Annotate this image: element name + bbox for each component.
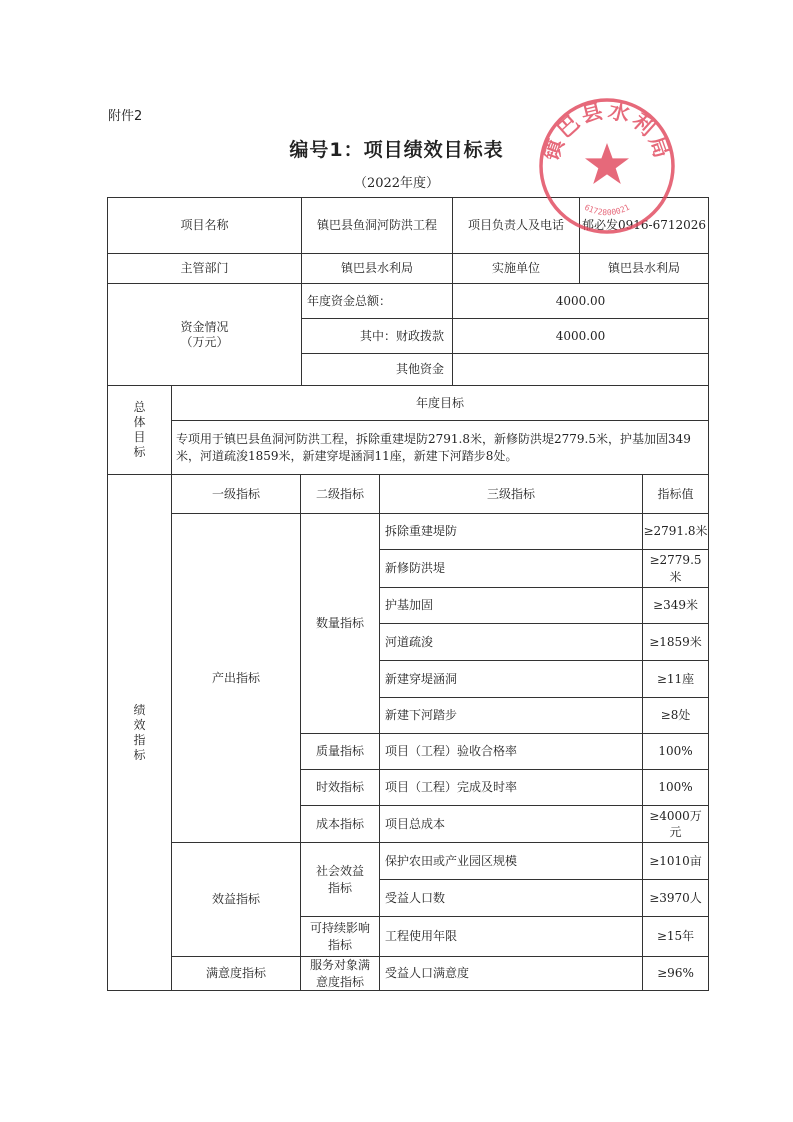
table-row-level3: 保护农田或产业园区规模 bbox=[379, 842, 643, 880]
overall-side-char: 体 bbox=[133, 415, 146, 429]
funds-total-value: 4000.00 bbox=[452, 283, 709, 319]
indicators-side-char: 标 bbox=[133, 747, 146, 762]
table-row-value: ≥2791.8米 bbox=[642, 513, 709, 550]
table-row-value: ≥8处 bbox=[642, 697, 709, 734]
col-level1: 一级指标 bbox=[171, 474, 301, 514]
table-row-level3: 项目（工程）验收合格率 bbox=[379, 733, 643, 770]
table-row-level3: 新修防洪堤 bbox=[379, 549, 643, 588]
official-seal bbox=[536, 95, 678, 237]
table-row-level3: 项目总成本 bbox=[379, 805, 643, 843]
indicators-side-char: 指 bbox=[133, 732, 146, 747]
attachment-label: 附件2 bbox=[108, 109, 143, 124]
funds-fiscal-value: 4000.00 bbox=[452, 318, 709, 354]
project-name-value: 镇巴县鱼洞河防洪工程 bbox=[301, 197, 453, 254]
table-row-level3: 新建穿堤涵洞 bbox=[379, 660, 643, 698]
project-name-label: 项目名称 bbox=[107, 197, 302, 254]
col-level2: 二级指标 bbox=[300, 474, 380, 514]
table-row-level3: 受益人口满意度 bbox=[379, 956, 643, 991]
seal-text: 镇巴县水利局 bbox=[537, 97, 677, 164]
table-row-value: ≥96% bbox=[642, 956, 709, 991]
page-title: 编号1：项目绩效目标表 bbox=[289, 139, 504, 161]
level2-service: 服务对象满意度指标 bbox=[300, 956, 380, 991]
level2-timeliness: 时效指标 bbox=[300, 769, 380, 806]
table-row-level3: 项目（工程）完成及时率 bbox=[379, 769, 643, 806]
owner-value: 郁必发0916-6712026 bbox=[579, 197, 709, 254]
table-row-value: 100% bbox=[642, 769, 709, 806]
indicators-side-char: 绩 bbox=[133, 702, 146, 717]
col-level3: 三级指标 bbox=[379, 474, 643, 514]
level1-output: 产出指标 bbox=[171, 513, 301, 843]
table-row-level3: 河道疏浚 bbox=[379, 623, 643, 661]
dept-label: 主管部门 bbox=[107, 253, 302, 284]
table-row-level3: 受益人口数 bbox=[379, 879, 643, 917]
level2-cost: 成本指标 bbox=[300, 805, 380, 843]
svg-text:6172800021 bbox=[583, 203, 631, 218]
table-row-level3: 拆除重建堤防 bbox=[379, 513, 643, 550]
col-value: 指标值 bbox=[642, 474, 709, 514]
table-row-value: ≥4000万元 bbox=[642, 805, 709, 843]
table-row-level3: 工程使用年限 bbox=[379, 916, 643, 957]
seal-number: 6172800021 bbox=[582, 202, 632, 218]
overall-side-label bbox=[107, 385, 172, 475]
impl-value: 镇巴县水利局 bbox=[579, 253, 709, 284]
funds-label-line2: （万元） bbox=[180, 334, 229, 349]
table-row-value: ≥11座 bbox=[642, 660, 709, 698]
funds-other-label: 其他资金 bbox=[301, 353, 453, 386]
table-row-value: ≥15年 bbox=[642, 916, 709, 957]
dept-value: 镇巴县水利局 bbox=[301, 253, 453, 284]
table-row-value: 100% bbox=[642, 733, 709, 770]
level2-quantity: 数量指标 bbox=[300, 513, 380, 734]
owner-label: 项目负责人及电话 bbox=[452, 197, 580, 254]
level1-benefit: 效益指标 bbox=[171, 842, 301, 957]
funds-fiscal-label: 其中：财政拨款 bbox=[301, 318, 453, 354]
funds-other-value bbox=[452, 353, 709, 386]
table-row-level3: 新建下河踏步 bbox=[379, 697, 643, 734]
table-row-level3: 护基加固 bbox=[379, 587, 643, 624]
table-row-value: ≥1859米 bbox=[642, 623, 709, 661]
funds-total-label: 年度资金总额： bbox=[301, 283, 453, 319]
level2-social: 社会效益指标 bbox=[300, 842, 380, 917]
level2-sustain: 可持续影响指标 bbox=[300, 916, 380, 957]
overall-header: 年度目标 bbox=[171, 385, 709, 421]
funds-label bbox=[107, 283, 302, 386]
funds-label-line1: 资金情况 bbox=[180, 319, 229, 334]
impl-label: 实施单位 bbox=[452, 253, 580, 284]
overall-text: 专项用于镇巴县鱼洞河防洪工程，拆除重建堤防2791.8米，新修防洪堤2779.5米，护基加固349米，河道疏浚1859米，新建穿堤涵洞11座，新建下河踏步8处。 bbox=[171, 420, 709, 475]
indicators-side-label bbox=[107, 474, 172, 991]
table-row-value: ≥1010亩 bbox=[642, 842, 709, 880]
year-label: （2022年度） bbox=[353, 176, 440, 191]
level2-quality: 质量指标 bbox=[300, 733, 380, 770]
overall-side-char: 标 bbox=[133, 445, 146, 459]
overall-side-char: 目 bbox=[133, 430, 146, 444]
table-row-value: ≥2779.5米 bbox=[642, 549, 709, 588]
indicators-side-char: 效 bbox=[133, 717, 146, 732]
overall-side-char: 总 bbox=[133, 400, 146, 414]
table-row-value: ≥349米 bbox=[642, 587, 709, 624]
table-row-value: ≥3970人 bbox=[642, 879, 709, 917]
level1-satisfaction: 满意度指标 bbox=[171, 956, 301, 991]
